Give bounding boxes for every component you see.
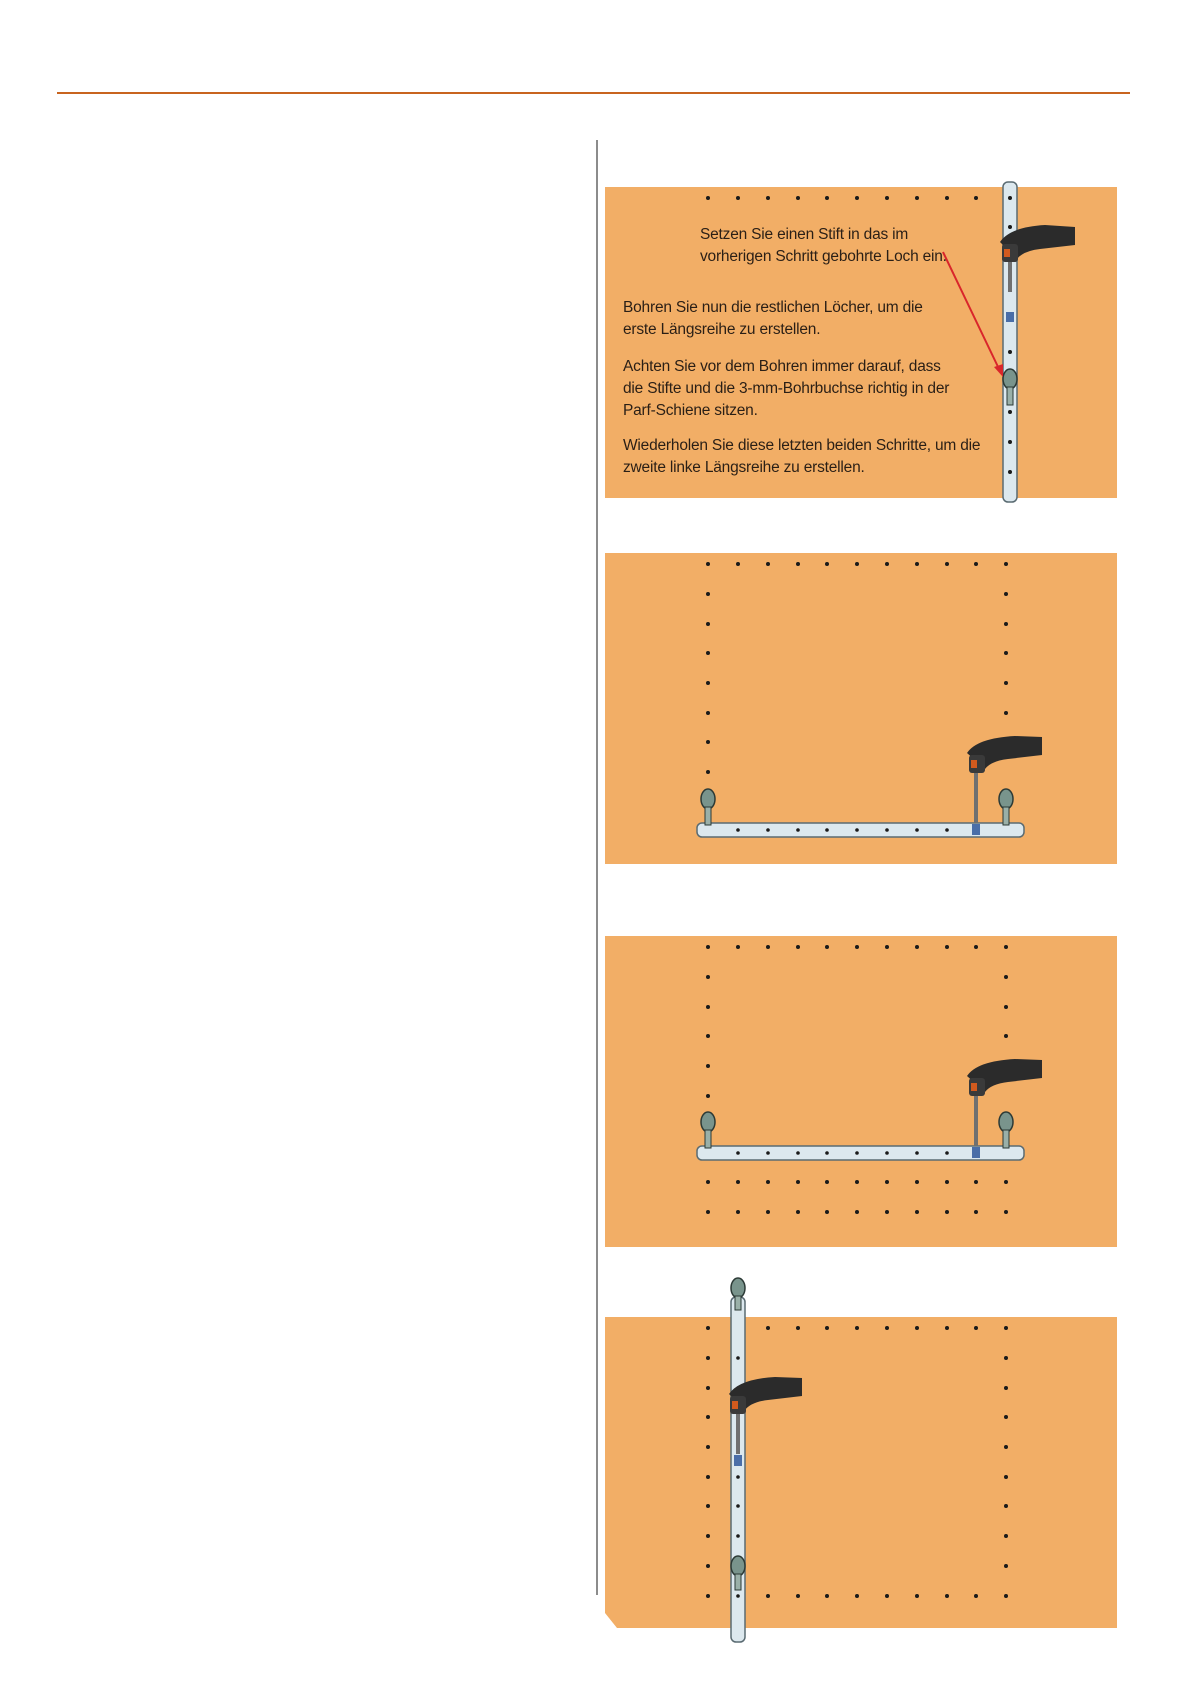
board-surface: [605, 553, 1117, 864]
header-rule: [57, 92, 1130, 94]
illustration-step-2: [605, 553, 1117, 864]
illustration-4-canvas: [605, 1317, 1117, 1628]
instruction-repeat-steps: Wiederholen Sie diese letzten beiden Schritte, um die zweite linke Längsreihe zu erstellen.: [623, 437, 981, 476]
drill-bushing-icon: [734, 1455, 742, 1466]
board-surface: [605, 936, 1117, 1247]
drill-bushing-icon: [1006, 312, 1014, 322]
board-surface: [605, 1317, 1117, 1628]
instruction-check-pins: Achten Sie vor dem Bohren immer darauf, dass die Stifte und die 3-mm-Bohrbuchse richtig in der Parf-Schiene sitzen.: [623, 358, 950, 419]
illustration-3-canvas: [605, 936, 1117, 1247]
drill-bushing-icon: [972, 824, 980, 835]
guide-rail-icon: [1003, 182, 1017, 502]
instruction-insert-pin: Setzen Sie einen Stift in das im vorherigen Schritt gebohrte Loch ein.: [700, 226, 947, 265]
illustration-step-4: [605, 1317, 1117, 1628]
instruction-drill-holes: Bohren Sie nun die restlichen Löcher, um die erste Längsreihe zu erstellen.: [623, 299, 923, 338]
column-divider: [596, 140, 598, 1595]
guide-rail-icon: [697, 823, 1024, 837]
illustration-step-3: [605, 936, 1117, 1247]
guide-rail-icon: [697, 1146, 1024, 1160]
illustration-2-canvas: [605, 553, 1117, 864]
illustration-step-1: [605, 187, 1117, 498]
drill-bushing-icon: [972, 1147, 980, 1158]
